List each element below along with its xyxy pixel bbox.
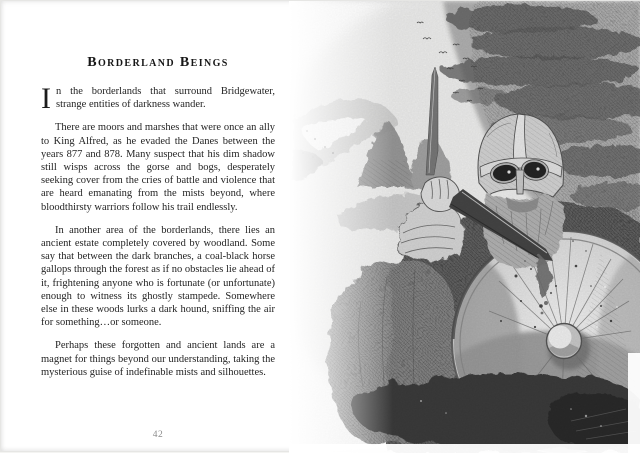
right-margin (628, 353, 640, 453)
paragraph-woodland: In another area of the borderlands, there lies an ancient estate completely covered by woodland. Some say that between the dark branches, a coal-black horse gallops through the forest as if no obstacles lie ahead of it, frightening anyone who is fortunate (or unfortunate) enough to witness its ghostly stampede. Somewhere else in these woods lurks a dark hound, sniffing the air for something…or someone. (41, 224, 275, 329)
paragraph-intro-text: n the borderlands that surround Bridgewater, strange entities of darkness wander. (56, 86, 275, 111)
paragraph-closing: Perhaps these forgotten and ancient lands are a magnet for things beyond our understanding, taking the mysterious guise of indefinable mists and silhouettes. (41, 340, 275, 378)
drop-cap: I (41, 82, 51, 115)
chapter-title: Borderland Beings (87, 55, 229, 70)
page-number: 42 (152, 430, 164, 440)
paragraph-moors: There are moors and marshes that were once an ally to King Alfred, as he evaded the Danes between the years 877 and 878. Many suspect that his dim shadow still wisps across the gorse and bogs, desperately seeking cover from the cries of battle and violence that are heard emanating from the mists beyond, where bloodthirsty warriors follow his trail endlessly. (41, 122, 275, 213)
left-page (41, 1, 275, 451)
viking-illustration (289, 1, 640, 453)
gutter-fade (289, 1, 393, 453)
paragraph-intro (41, 82, 275, 115)
